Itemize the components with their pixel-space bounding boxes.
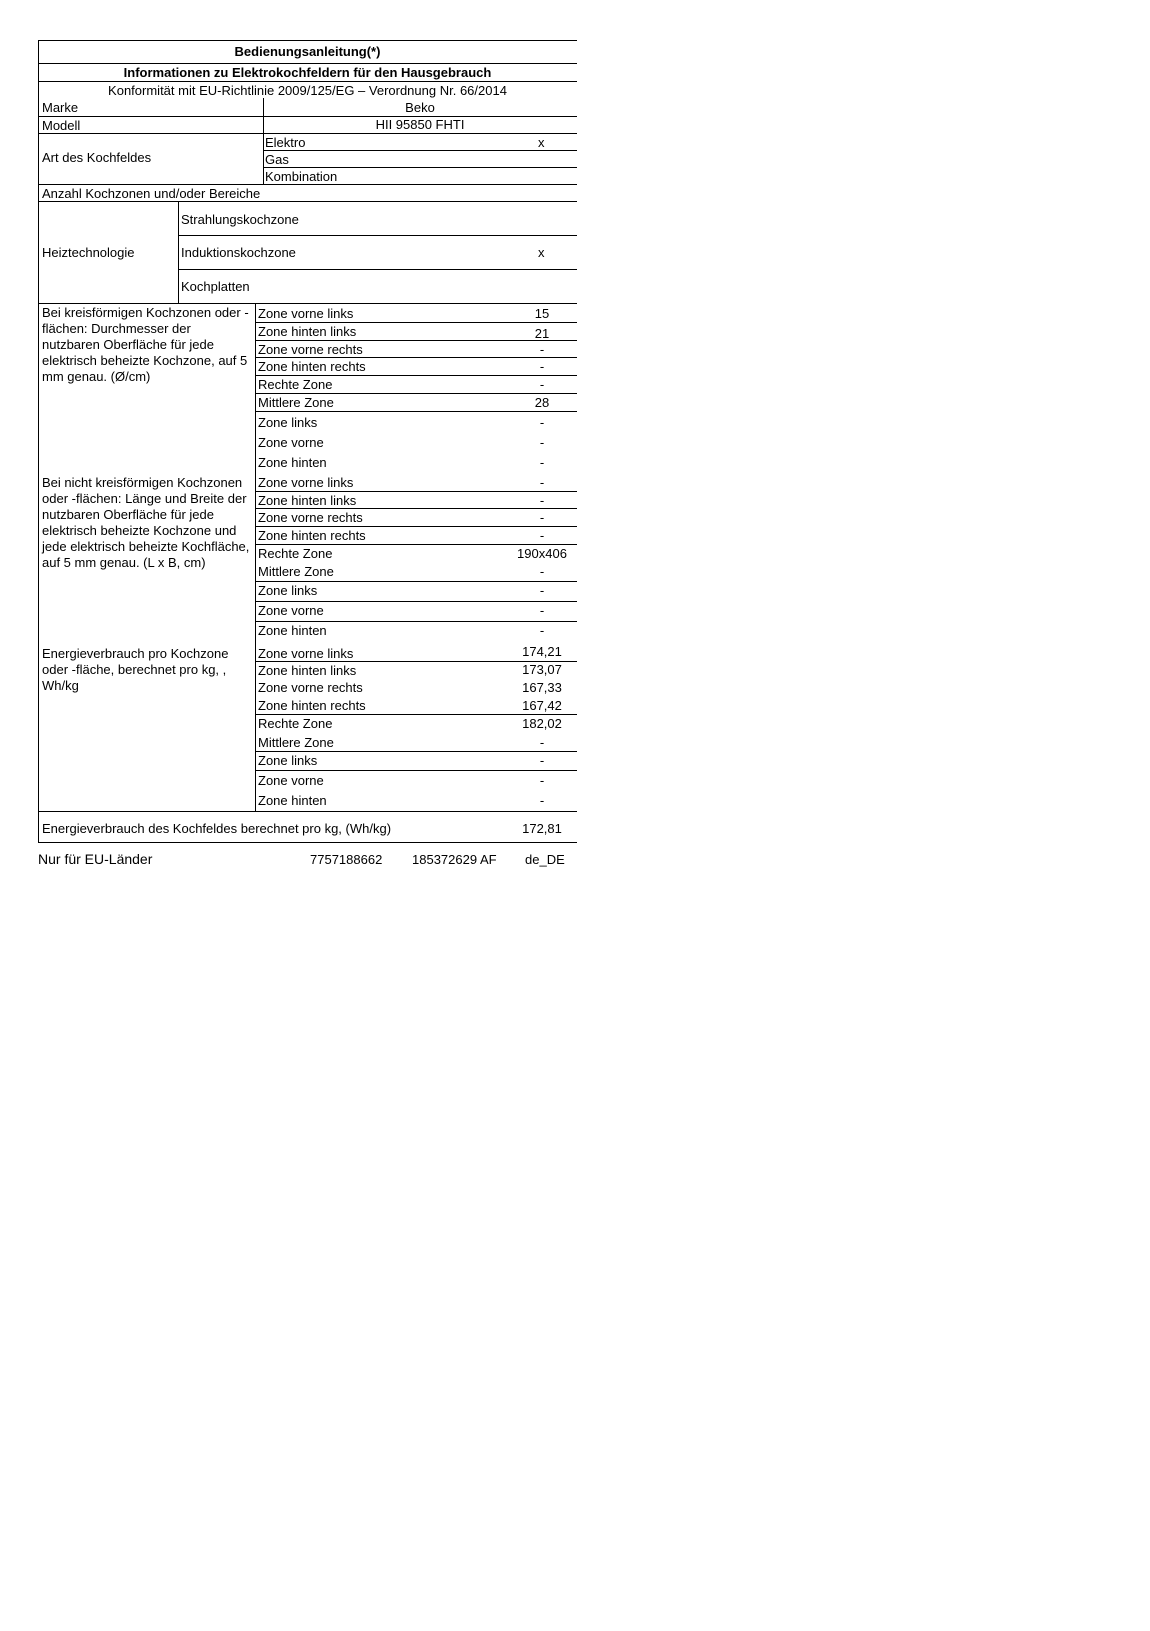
zone-name: Zone hinten links xyxy=(258,493,357,508)
divider xyxy=(38,201,577,202)
divider xyxy=(38,63,577,64)
zone-value: - xyxy=(539,415,545,430)
heat-plates: Kochplatten xyxy=(181,279,250,294)
model-value: HII 95850 FHTI xyxy=(375,117,465,132)
zone-name: Zone vorne xyxy=(258,773,324,788)
divider xyxy=(178,269,577,270)
zone-value: 21 xyxy=(534,326,550,341)
column-divider xyxy=(255,303,256,811)
zone-name: Zone hinten rechts xyxy=(258,528,366,543)
document-subtitle: Informationen zu Elektrokochfeldern für den Hausgebrauch xyxy=(123,65,492,80)
divider xyxy=(255,621,577,622)
footer-locale: de_DE xyxy=(525,852,565,867)
total-energy-value: 172,81 xyxy=(522,821,562,836)
zone-value: - xyxy=(539,793,545,808)
zone-value: - xyxy=(539,623,545,638)
zone-name: Zone links xyxy=(258,753,318,768)
zone-name: Zone hinten links xyxy=(258,324,357,339)
zone-value: 28 xyxy=(534,395,550,410)
round-zones-label: Bei kreisförmigen Kochzonen oder -flächen: Durchmesser der nutzbaren Oberfläche für jede elektrisch beheizte Kochzone, auf 5 mm genau. (Ø/cm) xyxy=(42,305,249,384)
zone-value: 167,33 xyxy=(522,680,562,695)
zone-value: - xyxy=(539,359,545,374)
zone-value: - xyxy=(539,603,545,618)
zone-value: - xyxy=(539,735,545,750)
hob-type-label: Art des Kochfeldes xyxy=(42,150,152,165)
zone-value: 173,07 xyxy=(522,662,562,677)
zone-name: Zone vorne xyxy=(258,603,324,618)
table-bottom-border xyxy=(38,842,577,843)
divider xyxy=(255,714,577,715)
brand-value: Beko xyxy=(405,100,435,115)
energy-per-zone-label: Energieverbrauch pro Kochzone oder -fläche, berechnet pro kg, , Wh/kg xyxy=(42,646,229,693)
divider xyxy=(38,133,577,134)
zone-value: - xyxy=(539,455,545,470)
zone-value: - xyxy=(539,583,545,598)
zone-value: - xyxy=(539,510,545,525)
heat-tech-label: Heiztechnologie xyxy=(42,245,135,260)
heat-induction: Induktionskochzone xyxy=(181,245,296,260)
divider xyxy=(255,526,577,527)
zone-value: - xyxy=(539,475,545,490)
footer-region: Nur für EU-Länder xyxy=(38,851,153,867)
divider xyxy=(255,508,577,509)
zone-name: Zone links xyxy=(258,583,318,598)
divider xyxy=(255,751,577,752)
zone-name: Zone hinten xyxy=(258,793,327,808)
zone-value: - xyxy=(539,377,545,392)
brand-label: Marke xyxy=(42,100,79,115)
divider xyxy=(263,150,577,151)
zone-value: - xyxy=(539,493,545,508)
zones-count-label: Anzahl Kochzonen und/oder Bereiche xyxy=(42,186,261,201)
zone-name: Mittlere Zone xyxy=(258,395,334,410)
zone-value: 15 xyxy=(534,306,550,321)
zone-name: Zone vorne links xyxy=(258,475,354,490)
zone-name: Zone vorne links xyxy=(258,306,354,321)
total-energy-label: Energieverbrauch des Kochfeldes berechnet pro kg, (Wh/kg) xyxy=(42,821,392,836)
divider xyxy=(178,235,577,236)
hob-type-electric-mark: x xyxy=(538,135,545,150)
zone-name: Zone links xyxy=(258,415,318,430)
hob-type-electric: Elektro xyxy=(265,135,306,150)
zone-name: Mittlere Zone xyxy=(258,735,334,750)
zone-name: Zone vorne links xyxy=(258,646,354,661)
divider xyxy=(255,601,577,602)
divider xyxy=(255,322,577,323)
hob-type-combination: Kombination xyxy=(265,169,338,184)
zone-name: Rechte Zone xyxy=(258,377,333,392)
zone-name: Zone hinten xyxy=(258,623,327,638)
divider xyxy=(255,581,577,582)
divider xyxy=(38,811,577,812)
divider xyxy=(38,184,577,185)
heat-radiant: Strahlungskochzone xyxy=(181,212,299,227)
conformity-text: Konformität mit EU-Richtlinie 2009/125/EG – Verordnung Nr. 66/2014 xyxy=(108,83,507,98)
zone-name: Zone hinten rechts xyxy=(258,698,366,713)
zone-value: 174,21 xyxy=(522,644,562,659)
divider xyxy=(255,411,577,412)
table-left-border xyxy=(38,40,39,842)
divider xyxy=(255,340,577,341)
zone-value: - xyxy=(539,564,545,579)
zone-name: Mittlere Zone xyxy=(258,564,334,579)
zone-name: Rechte Zone xyxy=(258,716,333,731)
zone-value: 182,02 xyxy=(522,716,562,731)
table-top-border xyxy=(38,40,577,41)
column-divider xyxy=(263,98,264,184)
divider xyxy=(255,491,577,492)
divider xyxy=(255,544,577,545)
zone-name: Zone vorne rechts xyxy=(258,680,363,695)
divider xyxy=(255,393,577,394)
zone-value: 190x406 xyxy=(517,546,567,561)
zone-value: - xyxy=(539,753,545,768)
heat-induction-mark: x xyxy=(538,245,545,260)
divider xyxy=(38,303,577,304)
hob-type-gas: Gas xyxy=(265,152,289,167)
zone-name: Rechte Zone xyxy=(258,546,333,561)
zone-value: - xyxy=(539,773,545,788)
divider xyxy=(255,375,577,376)
zone-name: Zone hinten rechts xyxy=(258,359,366,374)
zone-name: Zone vorne xyxy=(258,435,324,450)
zone-name: Zone vorne rechts xyxy=(258,342,363,357)
divider xyxy=(255,770,577,771)
zone-name: Zone hinten xyxy=(258,455,327,470)
zone-value: - xyxy=(539,528,545,543)
zone-value: - xyxy=(539,435,545,450)
divider xyxy=(263,167,577,168)
zone-value: 167,42 xyxy=(522,698,562,713)
zone-name: Zone vorne rechts xyxy=(258,510,363,525)
footer-code-2: 185372629 AF xyxy=(412,852,497,867)
document-title: Bedienungsanleitung(*) xyxy=(234,44,381,59)
zone-value: - xyxy=(539,342,545,357)
column-divider xyxy=(178,201,179,303)
zone-name: Zone hinten links xyxy=(258,663,357,678)
footer-code-1: 7757188662 xyxy=(310,852,383,867)
nonround-zones-label: Bei nicht kreisförmigen Kochzonen oder -flächen: Länge und Breite der nutzbaren Oberfläche für jede elektrisch beheizte Kochzone und jede elektrisch beheizte Kochfläche, auf 5 mm genau. (L x B, cm) xyxy=(42,475,250,570)
divider xyxy=(38,81,577,82)
divider xyxy=(255,357,577,358)
model-label: Modell xyxy=(42,118,81,133)
